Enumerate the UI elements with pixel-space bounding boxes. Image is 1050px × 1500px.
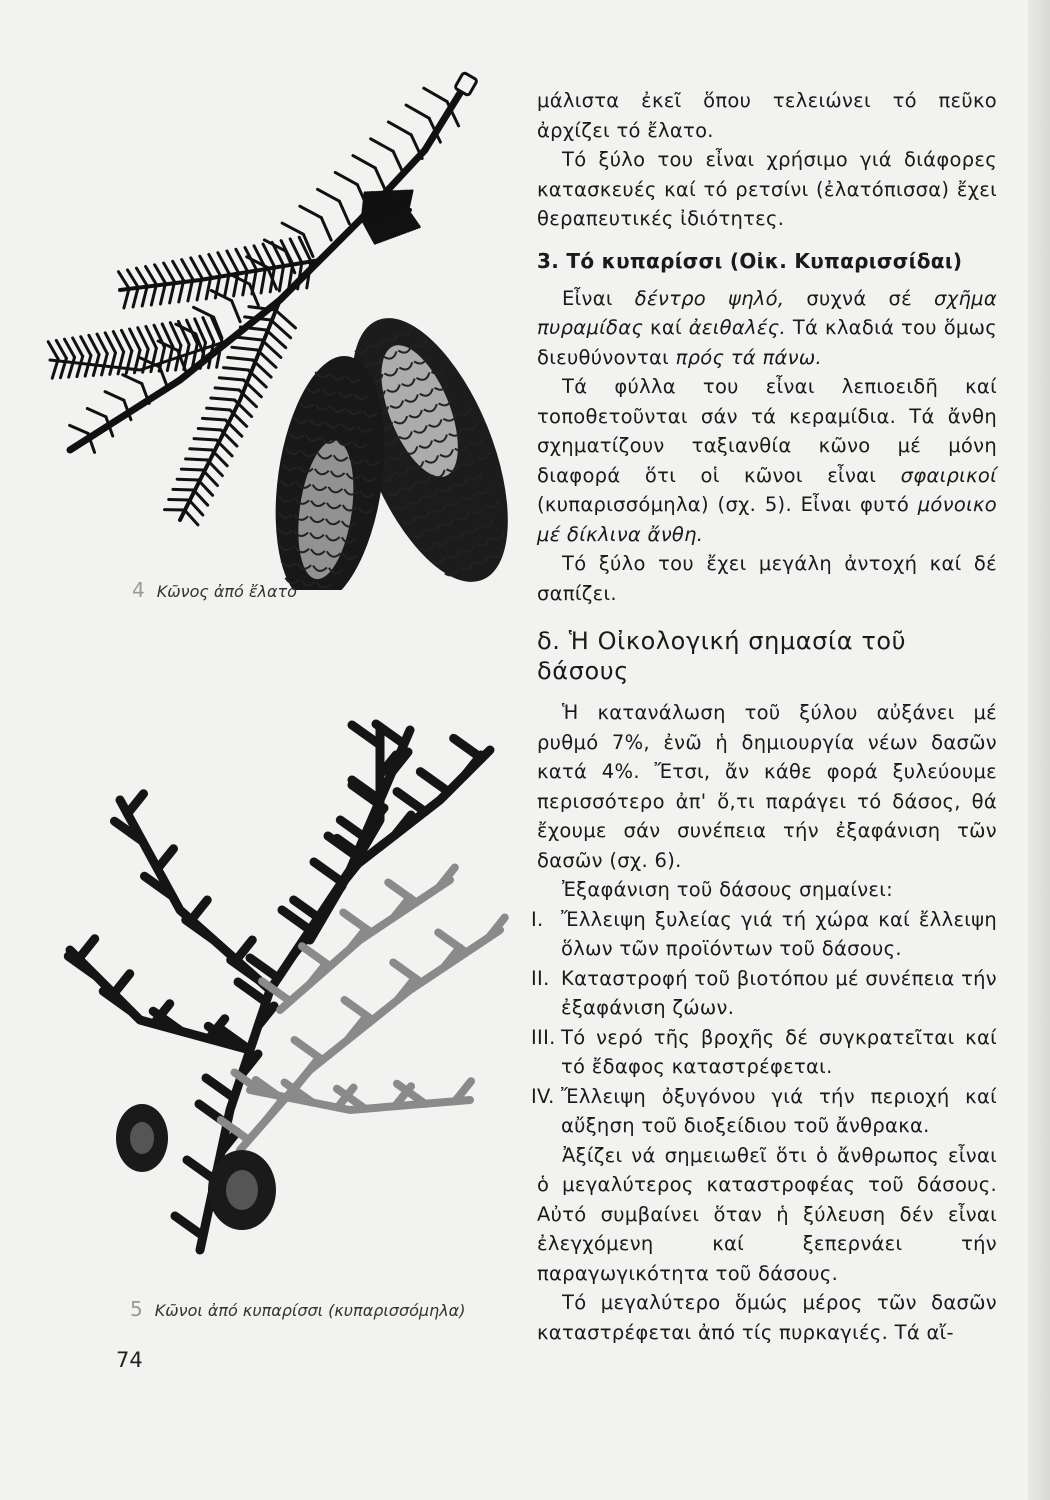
- text-run: Τά κλαδιά του ὅμως διευθύνονται: [537, 316, 997, 369]
- text-run: συχνά σέ: [784, 286, 934, 310]
- paragraph-fir-wood: Τό ξύλο του εἶναι χρήσιμο γιά διάφορες κατασκευές καί τό ρετσίνι (ἐλατόπισσα) ἔχει θεραπευτικές ἰδιότητες.: [537, 148, 997, 230]
- section-heading-cypress: 3. Τό κυπαρίσσι (Οἰκ. Κυπαρισσίδαι): [537, 248, 963, 273]
- text-column: [531, 86, 997, 1347]
- figure-4-caption-text: Κῶνος ἀπό ἔλατο: [156, 582, 297, 601]
- list-item-number: III.: [531, 1025, 556, 1049]
- list-item: [531, 1082, 997, 1141]
- fir-branch-with-cones-illustration: [30, 70, 530, 590]
- paragraph-cypress-leaves: [537, 372, 997, 549]
- italic-term: ἀειθαλές.: [688, 316, 786, 339]
- list-item-text: Ἔλλειψη ξυλείας γιά τή χώρα καί ἔλλειψη ὅλων τῶν προϊόντων τοῦ δάσους.: [561, 907, 997, 960]
- list-item: [531, 964, 997, 1023]
- consequences-list: [531, 905, 997, 1141]
- italic-term: δέντρο ψηλό,: [634, 286, 785, 310]
- cypress-branch-with-cones-illustration: [50, 690, 530, 1290]
- text-run: Εἶναι: [562, 286, 635, 310]
- list-item: [531, 905, 997, 964]
- paragraph-consumption: Ἡ κατανάλωση τοῦ ξύλου αὐξάνει μέ ρυθμό 7%, ἐνῶ ἡ δημιουργία νέων δασῶν κατά 4%. Ἔτσι, ἄν κάθε φορά ξυλεύουμε περισσότερο ἀπ' ὅ,τι παράγει τό δάσος, θά ἔχουμε σάν συνέπεια τήν ἐξαφάνιση τῶν δασῶν (σχ. 6).: [537, 701, 997, 872]
- text-run: (κυπαρισσόμηλα) (σχ. 5). Εἶναι φυτό: [537, 493, 918, 516]
- paragraph-cypress-wood: Τό ξύλο του ἔχει μεγάλη ἀντοχή καί δέ σαπίζει.: [537, 552, 997, 605]
- figure-5-caption: [130, 1297, 465, 1321]
- list-item-number: I.: [531, 907, 544, 931]
- text-run: καί: [643, 316, 689, 339]
- italic-term: μόνοικο μέ δίκλινα ἄνθη.: [537, 493, 997, 546]
- paragraph-fir-end: μάλιστα ἐκεῖ ὅπου τελειώνει τό πεῦκο ἀρχίζει τό ἔλατο.: [537, 89, 997, 142]
- list-item-text: Ἔλλειψη ὀξυγόνου γιά τήν περιοχή καί αὔξηση τοῦ διοξείδιου τοῦ ἄνθρακα.: [561, 1084, 997, 1137]
- italic-term: σχῆμα πυραμίδας: [537, 286, 997, 339]
- section-heading-ecology: δ. Ἡ Οἰκολογική σημασία τοῦ δάσους: [537, 627, 907, 685]
- figure-4-caption: [132, 578, 297, 602]
- italic-term: σφαιρικοί: [900, 463, 997, 487]
- list-item-text: Καταστροφή τοῦ βιοτόπου μέ συνέπεια τήν ἐξαφάνιση ζώων.: [561, 966, 997, 1019]
- figure-5-number: 5: [130, 1297, 143, 1321]
- paragraph-cypress-form: [537, 284, 997, 373]
- list-item-number: II.: [531, 966, 550, 990]
- text-run: Τά φύλλα του εἶναι λεπιοειδῆ καί τοποθετοῦνται σάν τά κεραμίδια. Τά ἄνθη σχηματίζουν ταξιανθία κῶνο μέ μόνη διαφορά ὅτι οἱ κῶνοι εἶναι: [537, 375, 997, 487]
- list-item: [531, 1023, 997, 1082]
- figure-5-caption-text: Κῶνοι ἀπό κυπαρίσσι (κυπαρισσόμηλα): [154, 1301, 466, 1320]
- italic-term: πρός τά πάνω.: [675, 345, 822, 369]
- paragraph-human-destroyer: Ἀξίζει νά σημειωθεῖ ὅτι ὁ ἄνθρωπος εἶναι ὁ μεγαλύτερος καταστροφέας τοῦ δάσους. Αὐτό συμβαίνει ὅταν ἡ ξύλευση δέν εἶναι ἐλεγχόμενη καί ξεπερνάει τήν παραγωγικότητα τοῦ δάσους.: [537, 1143, 997, 1285]
- list-item-text: Τό νερό τῆς βροχῆς δέ συγκρατεῖται καί τό ἔδαφος καταστρέφεται.: [561, 1025, 997, 1078]
- page-edge: [1028, 0, 1050, 1500]
- page-number: 74: [116, 1348, 143, 1372]
- paragraph-disappearance-intro: Ἐξαφάνιση τοῦ δάσους σημαίνει:: [562, 878, 894, 901]
- figure-4-number: 4: [132, 578, 145, 602]
- paragraph-fires: Τό μεγαλύτερο ὅμώς μέρος τῶν δασῶν καταστρέφεται ἀπό τίς πυρκαγιές. Τά αἴ-: [537, 1291, 997, 1344]
- list-item-number: IV.: [531, 1084, 555, 1108]
